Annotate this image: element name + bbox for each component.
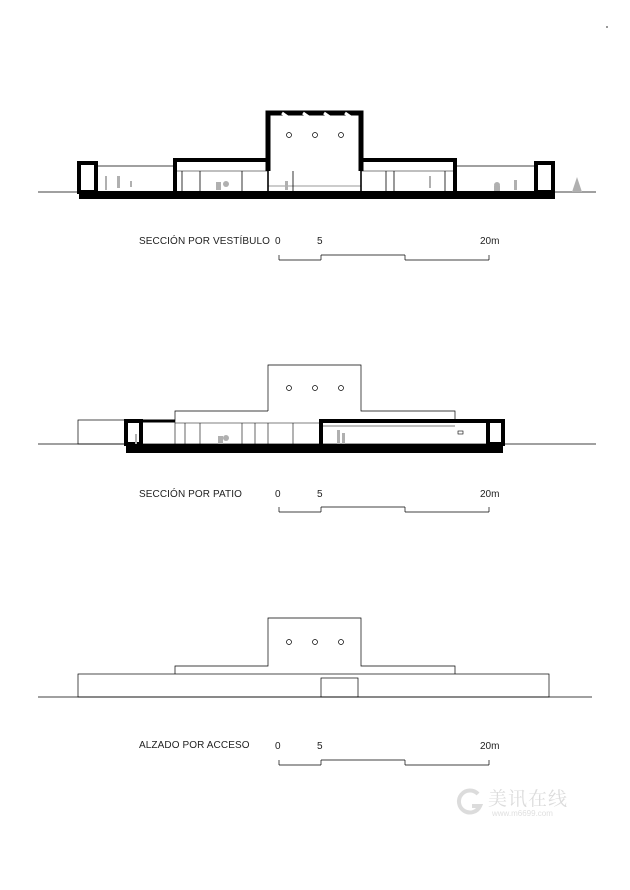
- interior-partitions: [182, 171, 445, 191]
- drawing-caption: SECCIÓN POR PATIO: [139, 489, 243, 500]
- main-facade: [78, 674, 549, 697]
- oculus: [313, 133, 318, 138]
- scale-label-twenty: 20m: [480, 236, 500, 247]
- watermark-url: www.m6699.com: [492, 809, 553, 818]
- floor-slab: [79, 191, 555, 199]
- watermark-text: 美讯在线: [488, 788, 569, 810]
- section-patio-drawing: [0, 330, 630, 520]
- tower-elevation: [175, 618, 455, 674]
- scale-label-zero: 0: [275, 489, 281, 500]
- scale-label-zero: 0: [275, 236, 281, 247]
- left-mid-roof: [175, 160, 268, 192]
- scale-bar: [279, 255, 489, 260]
- oculus: [339, 133, 344, 138]
- central-tower: [268, 113, 361, 171]
- right-cut-wall: [488, 421, 503, 444]
- watermark: [452, 784, 582, 824]
- scale-label-twenty: 20m: [480, 489, 500, 500]
- entrance-door: [321, 678, 358, 697]
- oculus: [287, 133, 292, 138]
- drawing-caption: ALZADO POR ACCESO: [139, 740, 250, 751]
- right-mid-roof: [361, 160, 455, 192]
- scale-label-five: 5: [317, 741, 323, 752]
- scale-bar: [279, 507, 489, 512]
- scale-label-five: 5: [317, 489, 323, 500]
- watermark-logo-icon: [456, 788, 484, 816]
- drawing-caption: SECCIÓN POR VESTÍBULO: [139, 236, 271, 247]
- floor-slab: [126, 444, 503, 453]
- left-cut-wall: [126, 421, 141, 444]
- section-vestibule-drawing: [0, 0, 630, 270]
- scale-label-twenty: 20m: [480, 741, 500, 752]
- tower-elevation: [268, 365, 455, 421]
- scale-label-zero: 0: [275, 741, 281, 752]
- scale-bar: [279, 760, 489, 765]
- right-end-wall: [536, 163, 553, 192]
- scale-label-five: 5: [317, 236, 323, 247]
- elevation-access-drawing: [0, 600, 630, 780]
- left-end-wall: [79, 163, 96, 192]
